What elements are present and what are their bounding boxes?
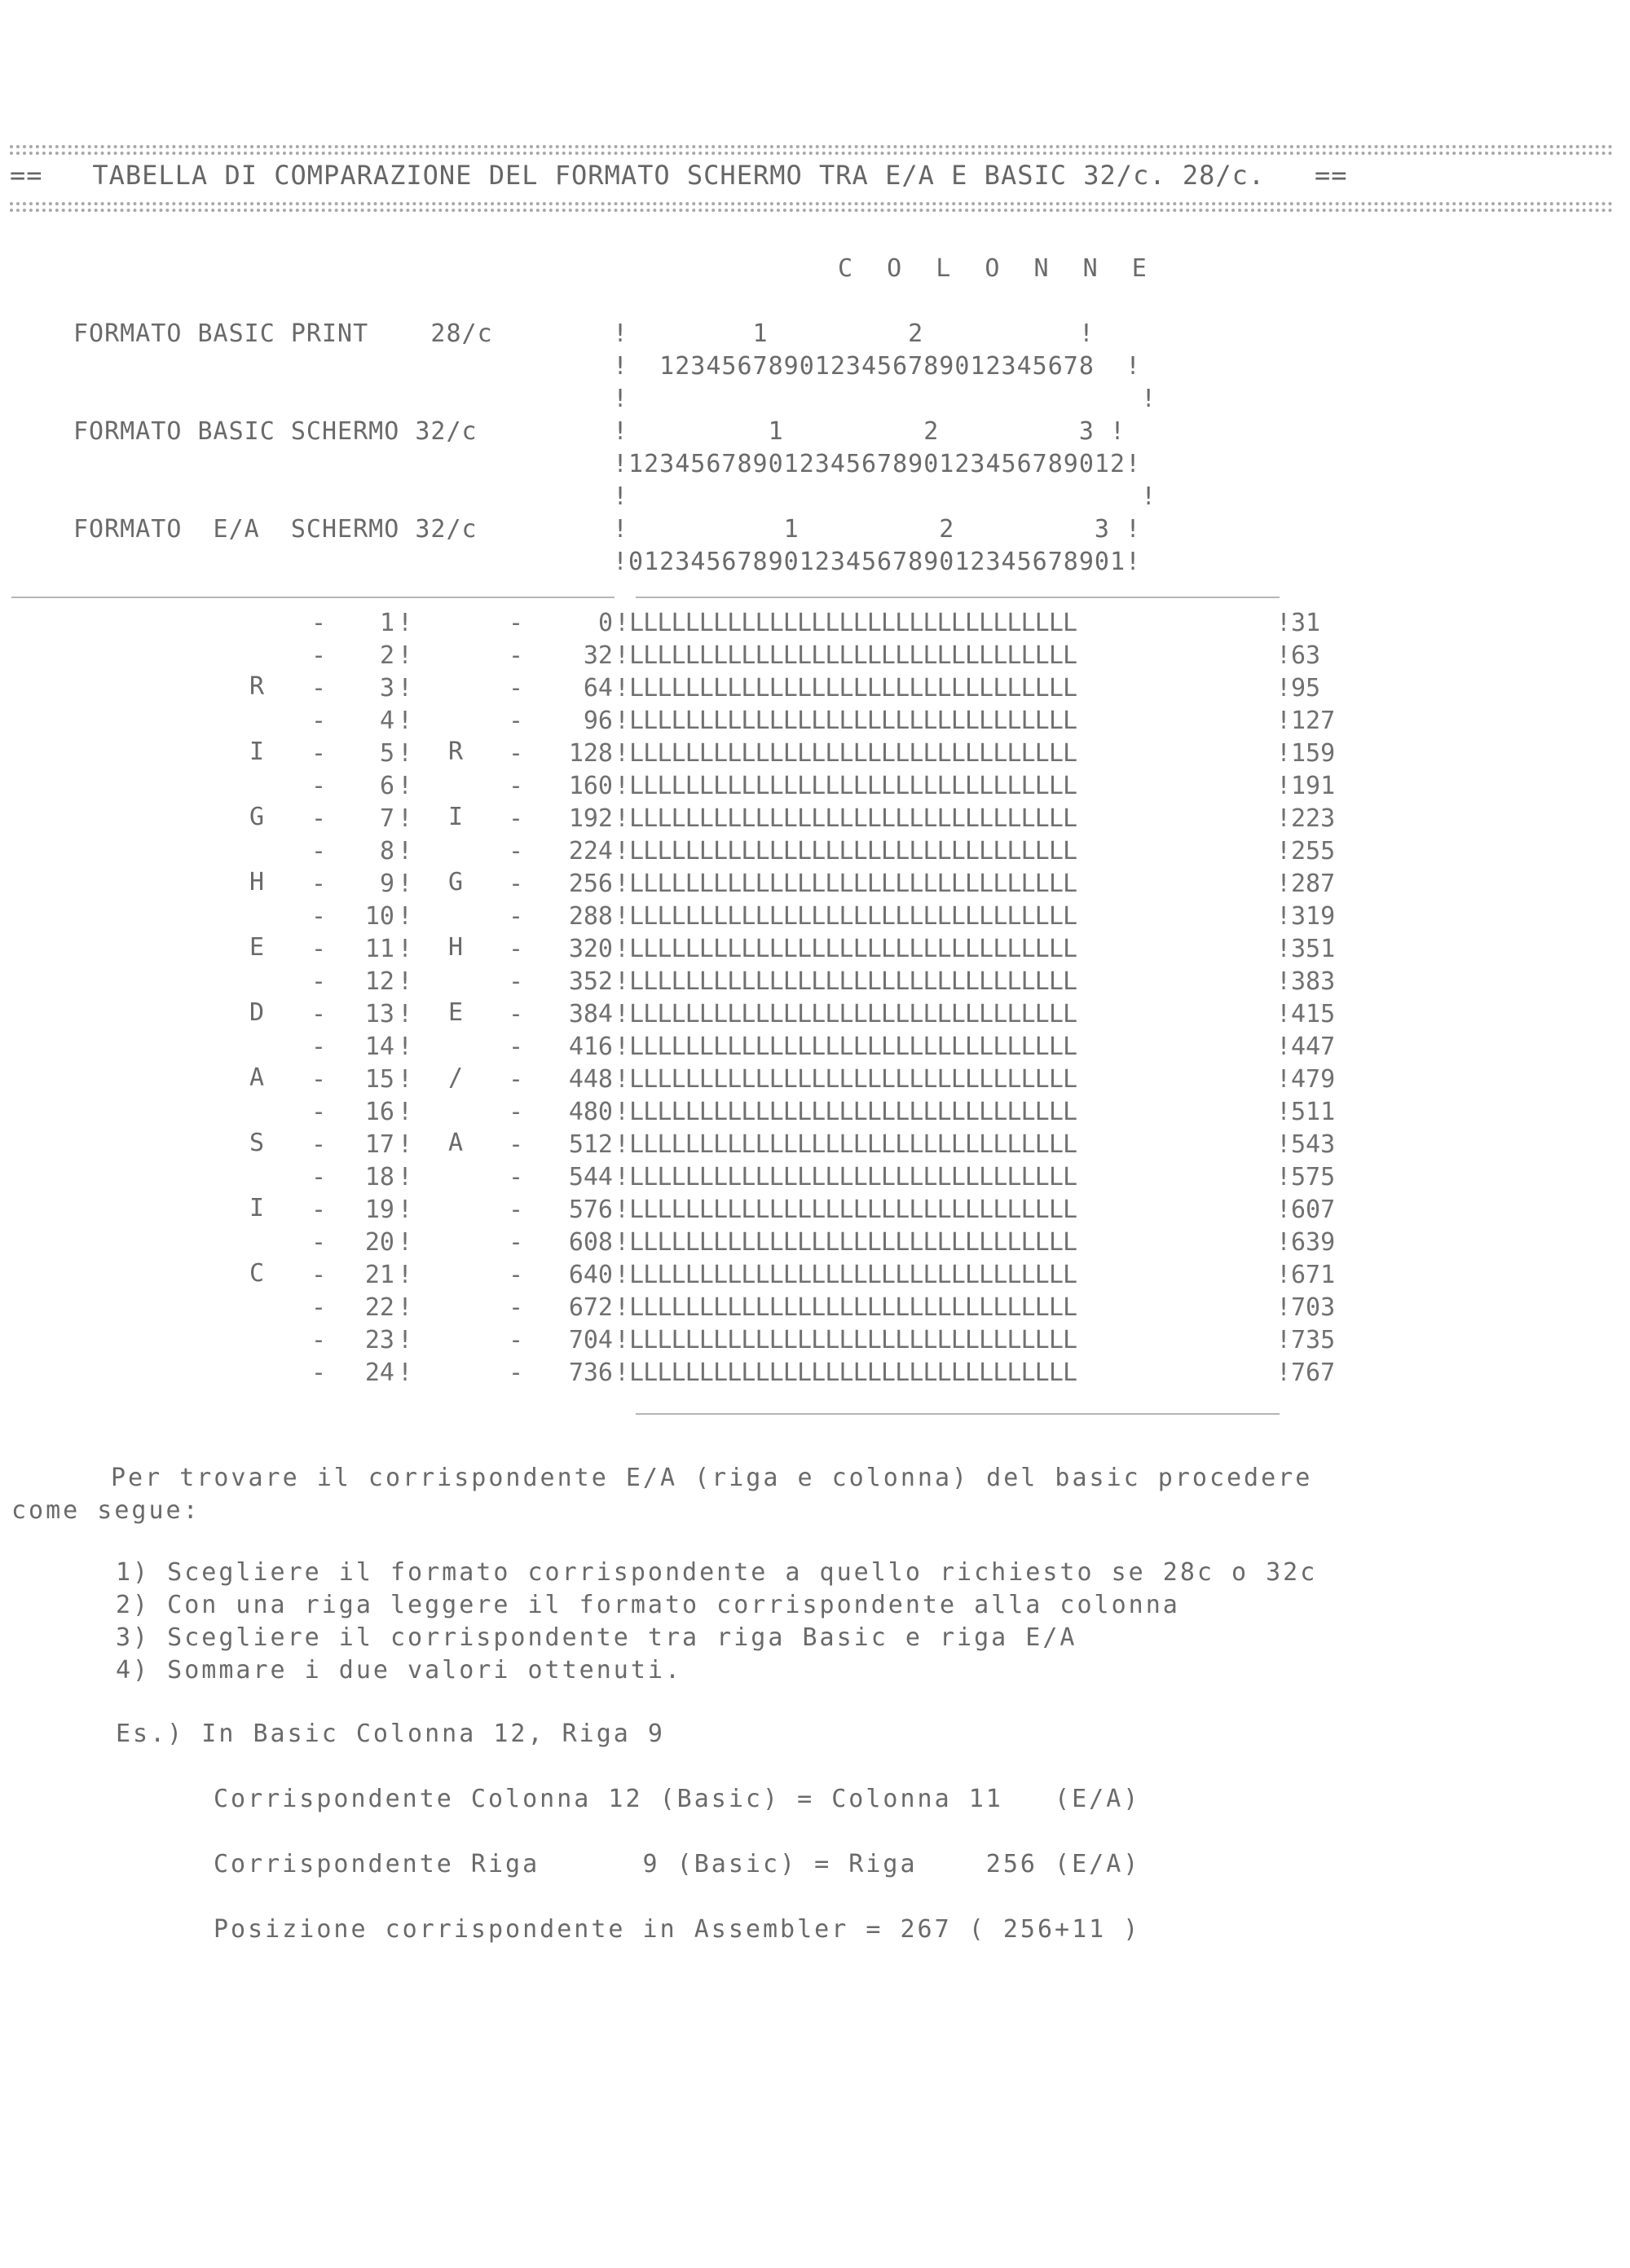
row-fill: LLLLLLLLLLLLLLLLLLLLLLLLLLLLLLLL [629, 837, 1077, 865]
row-fill: LLLLLLLLLLLLLLLLLLLLLLLLLLLLLLLL [629, 1033, 1077, 1061]
row-dash: - [509, 1326, 524, 1354]
side-letter: G [249, 803, 266, 831]
row-bang: ! [615, 1065, 630, 1094]
row-bang: ! [615, 1359, 630, 1387]
basic-row-number: 5 [379, 739, 394, 768]
ea-row-offset: 704 [568, 1326, 613, 1354]
format-label: FORMATO BASIC PRINT 28/c [73, 319, 493, 348]
ea-row-end: 671 [1291, 1261, 1336, 1289]
row-bang: ! [1276, 902, 1292, 931]
example-line: Es.) In Basic Colonna 12, Riga 9 [116, 1720, 665, 1748]
row-bang: ! [398, 1000, 413, 1028]
row-dash: - [509, 1196, 524, 1224]
row-bang: ! [398, 1293, 413, 1322]
row-dash: - [311, 674, 327, 702]
row-bang: ! [1276, 1098, 1292, 1126]
ea-row-end: 767 [1291, 1359, 1336, 1387]
row-dash: - [311, 1293, 327, 1322]
basic-row-number: 12 [364, 967, 394, 996]
intro-line-2: come segue: [11, 1496, 200, 1525]
side-letter: C [249, 1259, 266, 1288]
row-fill: LLLLLLLLLLLLLLLLLLLLLLLLLLLLLLLL [629, 1000, 1077, 1028]
side-letter: R [448, 738, 465, 766]
row-dash: - [509, 609, 524, 637]
row-fill: LLLLLLLLLLLLLLLLLLLLLLLLLLLLLLLL [629, 674, 1077, 702]
ea-row-offset: 224 [568, 837, 613, 865]
bottom-dashed-rule-2 [10, 209, 1614, 212]
row-fill: LLLLLLLLLLLLLLLLLLLLLLLLLLLLLLLL [629, 935, 1077, 963]
ea-row-offset: 96 [583, 707, 613, 735]
basic-row-number: 11 [364, 935, 394, 963]
ea-row-end: 735 [1291, 1326, 1336, 1354]
ea-row-offset: 288 [568, 902, 613, 931]
basic-row-number: 24 [364, 1359, 394, 1387]
ea-row-end: 191 [1291, 772, 1336, 800]
row-fill: LLLLLLLLLLLLLLLLLLLLLLLLLLLLLLLL [629, 1196, 1077, 1224]
basic-row-number: 16 [364, 1098, 394, 1126]
row-fill: LLLLLLLLLLLLLLLLLLLLLLLLLLLLLLLL [629, 707, 1077, 735]
row-dash: - [311, 804, 327, 833]
row-bang: ! [1276, 1000, 1292, 1028]
row-bang: ! [1276, 1065, 1292, 1094]
ea-row-end: 63 [1291, 641, 1321, 670]
row-dash: - [311, 1359, 327, 1387]
row-bang: ! [1276, 1196, 1292, 1224]
ea-row-offset: 608 [568, 1228, 613, 1257]
row-dash: - [509, 1130, 524, 1159]
row-bang: ! [398, 1228, 413, 1257]
row-bang: ! [1276, 641, 1292, 670]
row-bang: ! [398, 1130, 413, 1159]
row-bang: ! [615, 1163, 630, 1191]
ea-row-offset: 448 [568, 1065, 613, 1094]
row-dash: - [311, 1196, 327, 1224]
ea-row-end: 255 [1291, 837, 1336, 865]
format-digits: ! 1234567890123456789012345678 ! [613, 352, 1142, 381]
ea-row-end: 607 [1291, 1196, 1336, 1224]
ea-row-offset: 672 [568, 1293, 613, 1322]
bottom-dashed-rule [10, 202, 1614, 205]
row-fill: LLLLLLLLLLLLLLLLLLLLLLLLLLLLLLLL [629, 739, 1077, 768]
row-bang: ! [398, 967, 413, 996]
ea-row-end: 415 [1291, 1000, 1336, 1028]
row-bang: ! [398, 707, 413, 735]
row-fill: LLLLLLLLLLLLLLLLLLLLLLLLLLLLLLLL [629, 967, 1077, 996]
format-tens: ! 1 2 3 ! [613, 515, 1142, 544]
side-letter: E [448, 998, 465, 1027]
row-bang: ! [1276, 1033, 1292, 1061]
ea-row-offset: 576 [568, 1196, 613, 1224]
format-label: FORMATO BASIC SCHERMO 32/c [73, 417, 478, 446]
row-bang: ! [398, 1163, 413, 1191]
row-dash: - [311, 739, 327, 768]
side-letter: I [249, 738, 266, 766]
ea-row-offset: 640 [568, 1261, 613, 1289]
ea-row-end: 703 [1291, 1293, 1336, 1322]
page-title: == TABELLA DI COMPARAZIONE DEL FORMATO SCHERMO TRA E/A E BASIC 32/c. 28/c. == [10, 160, 1348, 191]
row-bang: ! [615, 772, 630, 800]
row-bang: ! [398, 837, 413, 865]
corresponding-column: Corrispondente Colonna 12 (Basic) = Colonna 11 (E/A) [214, 1785, 1141, 1813]
row-dash: - [509, 967, 524, 996]
ea-row-offset: 384 [568, 1000, 613, 1028]
row-bang: ! [398, 1196, 413, 1224]
row-dash: - [311, 837, 327, 865]
side-letter: G [448, 868, 465, 896]
basic-row-number: 3 [379, 674, 394, 702]
row-dash: - [509, 1261, 524, 1289]
row-fill: LLLLLLLLLLLLLLLLLLLLLLLLLLLLLLLL [629, 1228, 1077, 1257]
row-bang: ! [1276, 1326, 1292, 1354]
side-letter: A [448, 1129, 465, 1157]
row-bang: ! [615, 837, 630, 865]
row-bang: ! [398, 674, 413, 702]
side-letter: E [249, 933, 266, 962]
format-separator: ! ! [613, 385, 1157, 413]
row-dash: - [509, 1293, 524, 1322]
ea-row-end: 543 [1291, 1130, 1336, 1159]
row-bang: ! [615, 1261, 630, 1289]
row-fill: LLLLLLLLLLLLLLLLLLLLLLLLLLLLLLLL [629, 1130, 1077, 1159]
row-bang: ! [615, 641, 630, 670]
row-bang: ! [398, 609, 413, 637]
row-dash: - [311, 1228, 327, 1257]
row-bang: ! [615, 707, 630, 735]
row-dash: - [509, 1065, 524, 1094]
row-dash: - [509, 674, 524, 702]
basic-row-number: 9 [379, 870, 394, 898]
row-bang: ! [1276, 1261, 1292, 1289]
ea-row-offset: 32 [583, 641, 613, 670]
row-dash: - [311, 1130, 327, 1159]
ea-row-end: 447 [1291, 1033, 1336, 1061]
row-fill: LLLLLLLLLLLLLLLLLLLLLLLLLLLLLLLL [629, 870, 1077, 898]
row-bang: ! [398, 772, 413, 800]
row-bang: ! [615, 739, 630, 768]
basic-row-number: 20 [364, 1228, 394, 1257]
ea-row-offset: 64 [583, 674, 613, 702]
basic-row-number: 10 [364, 902, 394, 931]
ea-row-offset: 544 [568, 1163, 613, 1191]
row-fill: LLLLLLLLLLLLLLLLLLLLLLLLLLLLLLLL [629, 1163, 1077, 1191]
row-dash: - [311, 967, 327, 996]
basic-row-number: 7 [379, 804, 394, 833]
basic-row-number: 18 [364, 1163, 394, 1191]
row-bang: ! [1276, 739, 1292, 768]
row-dash: - [311, 1033, 327, 1061]
row-dash: - [311, 772, 327, 800]
row-fill: LLLLLLLLLLLLLLLLLLLLLLLLLLLLLLLL [629, 641, 1077, 670]
side-letter: A [249, 1064, 266, 1092]
side-letter: H [448, 933, 465, 962]
ea-row-end: 159 [1291, 739, 1336, 768]
basic-row-number: 13 [364, 1000, 394, 1028]
corresponding-row: Corrispondente Riga 9 (Basic) = Riga 256 (E/A) [214, 1850, 1141, 1878]
row-bang: ! [1276, 1359, 1292, 1387]
row-dash: - [311, 1000, 327, 1028]
ea-row-offset: 256 [568, 870, 613, 898]
step-3: 3) Scegliere il corrispondente tra riga Basic e riga E/A [116, 1623, 1077, 1652]
row-bang: ! [398, 804, 413, 833]
row-bang: ! [1276, 707, 1292, 735]
row-bang: ! [1276, 1293, 1292, 1322]
row-bang: ! [615, 1228, 630, 1257]
row-bang: ! [1276, 609, 1292, 637]
ea-row-end: 127 [1291, 707, 1336, 735]
table-bottom-rule [636, 1413, 1280, 1415]
row-bang: ! [398, 1261, 413, 1289]
row-bang: ! [398, 1033, 413, 1061]
side-letter: D [249, 998, 266, 1027]
ea-row-offset: 352 [568, 967, 613, 996]
row-bang: ! [1276, 967, 1292, 996]
row-dash: - [509, 707, 524, 735]
row-dash: - [311, 1098, 327, 1126]
row-dash: - [509, 870, 524, 898]
side-letter: I [249, 1194, 266, 1222]
row-dash: - [509, 739, 524, 768]
side-letter: I [448, 803, 465, 831]
row-dash: - [509, 1033, 524, 1061]
row-bang: ! [615, 1130, 630, 1159]
basic-row-number: 6 [379, 772, 394, 800]
row-dash: - [509, 1163, 524, 1191]
row-bang: ! [398, 1359, 413, 1387]
format-tens: ! 1 2 ! [613, 319, 1095, 348]
row-bang: ! [615, 1033, 630, 1061]
ea-row-offset: 480 [568, 1098, 613, 1126]
row-bang: ! [1276, 674, 1292, 702]
row-bang: ! [398, 902, 413, 931]
row-dash: - [509, 1228, 524, 1257]
basic-row-number: 17 [364, 1130, 394, 1159]
row-dash: - [311, 870, 327, 898]
ea-row-offset: 736 [568, 1359, 613, 1387]
row-dash: - [311, 902, 327, 931]
row-dash: - [509, 804, 524, 833]
side-letter: R [249, 672, 266, 701]
row-fill: LLLLLLLLLLLLLLLLLLLLLLLLLLLLLLLL [629, 1359, 1077, 1387]
row-bang: ! [398, 1065, 413, 1094]
row-bang: ! [1276, 1130, 1292, 1159]
row-fill: LLLLLLLLLLLLLLLLLLLLLLLLLLLLLLLL [629, 1326, 1077, 1354]
ea-row-end: 351 [1291, 935, 1336, 963]
row-bang: ! [615, 804, 630, 833]
table-top-rule [11, 597, 615, 598]
row-dash: - [311, 1065, 327, 1094]
row-dash: - [311, 935, 327, 963]
row-fill: LLLLLLLLLLLLLLLLLLLLLLLLLLLLLLLL [629, 1098, 1077, 1126]
top-dashed-rule-2 [10, 152, 1614, 155]
row-bang: ! [1276, 1228, 1292, 1257]
row-bang: ! [398, 641, 413, 670]
row-bang: ! [615, 674, 630, 702]
ea-row-offset: 0 [597, 609, 613, 637]
ea-row-end: 95 [1291, 674, 1321, 702]
ea-row-offset: 320 [568, 935, 613, 963]
row-bang: ! [615, 902, 630, 931]
row-bang: ! [615, 609, 630, 637]
side-letter: H [249, 868, 266, 896]
format-digits: !01234567890123456789012345678901! [613, 548, 1142, 576]
intro-line: Per trovare il corrispondente E/A (riga e colonna) del basic procedere [111, 1464, 1313, 1492]
row-bang: ! [1276, 1163, 1292, 1191]
row-bang: ! [615, 1326, 630, 1354]
row-dash: - [311, 1163, 327, 1191]
row-bang: ! [1276, 837, 1292, 865]
table-top-rule-right [636, 597, 1280, 598]
row-dash: - [311, 1326, 327, 1354]
top-dashed-rule [10, 145, 1614, 148]
row-bang: ! [615, 870, 630, 898]
row-fill: LLLLLLLLLLLLLLLLLLLLLLLLLLLLLLLL [629, 609, 1077, 637]
ea-row-offset: 416 [568, 1033, 613, 1061]
row-dash: - [509, 1359, 524, 1387]
ea-row-offset: 160 [568, 772, 613, 800]
row-fill: LLLLLLLLLLLLLLLLLLLLLLLLLLLLLLLL [629, 772, 1077, 800]
ea-row-offset: 512 [568, 1130, 613, 1159]
basic-row-number: 23 [364, 1326, 394, 1354]
row-bang: ! [615, 1196, 630, 1224]
row-dash: - [311, 609, 327, 637]
row-fill: LLLLLLLLLLLLLLLLLLLLLLLLLLLLLLLL [629, 902, 1077, 931]
row-bang: ! [398, 1098, 413, 1126]
format-digits: !12345678901234567890123456789012! [613, 450, 1142, 478]
ea-row-offset: 192 [568, 804, 613, 833]
row-bang: ! [615, 1000, 630, 1028]
row-bang: ! [615, 1098, 630, 1126]
row-bang: ! [615, 967, 630, 996]
basic-row-number: 2 [379, 641, 394, 670]
row-fill: LLLLLLLLLLLLLLLLLLLLLLLLLLLLLLLL [629, 1261, 1077, 1289]
basic-row-number: 14 [364, 1033, 394, 1061]
format-tens: ! 1 2 3 ! [613, 417, 1126, 446]
basic-row-number: 4 [379, 707, 394, 735]
format-label: FORMATO E/A SCHERMO 32/c [73, 515, 478, 544]
row-bang: ! [1276, 772, 1292, 800]
ea-row-end: 479 [1291, 1065, 1336, 1094]
basic-row-number: 21 [364, 1261, 394, 1289]
ea-row-end: 575 [1291, 1163, 1336, 1191]
ea-row-offset: 128 [568, 739, 613, 768]
side-letter: S [249, 1129, 266, 1157]
ea-row-end: 287 [1291, 870, 1336, 898]
ea-row-end: 511 [1291, 1098, 1336, 1126]
row-bang: ! [398, 870, 413, 898]
step-4: 4) Sommare i due valori ottenuti. [116, 1656, 683, 1684]
row-dash: - [509, 1000, 524, 1028]
row-dash: - [509, 935, 524, 963]
row-dash: - [311, 641, 327, 670]
row-bang: ! [398, 1326, 413, 1354]
row-bang: ! [615, 1293, 630, 1322]
row-bang: ! [398, 739, 413, 768]
ea-row-end: 31 [1291, 609, 1321, 637]
colonne-heading: C O L O N N E [838, 254, 1156, 283]
basic-row-number: 1 [379, 609, 394, 637]
format-separator: ! ! [613, 482, 1157, 511]
ea-row-end: 319 [1291, 902, 1336, 931]
row-fill: LLLLLLLLLLLLLLLLLLLLLLLLLLLLLLLL [629, 1293, 1077, 1322]
row-dash: - [509, 772, 524, 800]
step-1: 1) Scegliere il formato corrispondente a quello richiesto se 28c o 32c [116, 1558, 1318, 1587]
basic-row-number: 19 [364, 1196, 394, 1224]
row-dash: - [509, 1098, 524, 1126]
ea-row-end: 383 [1291, 967, 1336, 996]
row-fill: LLLLLLLLLLLLLLLLLLLLLLLLLLLLLLLL [629, 1065, 1077, 1094]
ea-row-end: 639 [1291, 1228, 1336, 1257]
row-bang: ! [615, 935, 630, 963]
side-letter: / [448, 1064, 465, 1092]
row-dash: - [311, 707, 327, 735]
assembler-position: Posizione corrispondente in Assembler = 267 ( 256+11 ) [214, 1915, 1141, 1944]
row-bang: ! [398, 935, 413, 963]
row-dash: - [311, 1261, 327, 1289]
basic-row-number: 22 [364, 1293, 394, 1322]
basic-row-number: 15 [364, 1065, 394, 1094]
row-dash: - [509, 837, 524, 865]
row-bang: ! [1276, 935, 1292, 963]
ea-row-end: 223 [1291, 804, 1336, 833]
row-dash: - [509, 902, 524, 931]
row-fill: LLLLLLLLLLLLLLLLLLLLLLLLLLLLLLLL [629, 804, 1077, 833]
basic-row-number: 8 [379, 837, 394, 865]
row-bang: ! [1276, 870, 1292, 898]
step-2: 2) Con una riga leggere il formato corrispondente alla colonna [116, 1591, 1180, 1619]
row-dash: - [509, 641, 524, 670]
row-bang: ! [1276, 804, 1292, 833]
